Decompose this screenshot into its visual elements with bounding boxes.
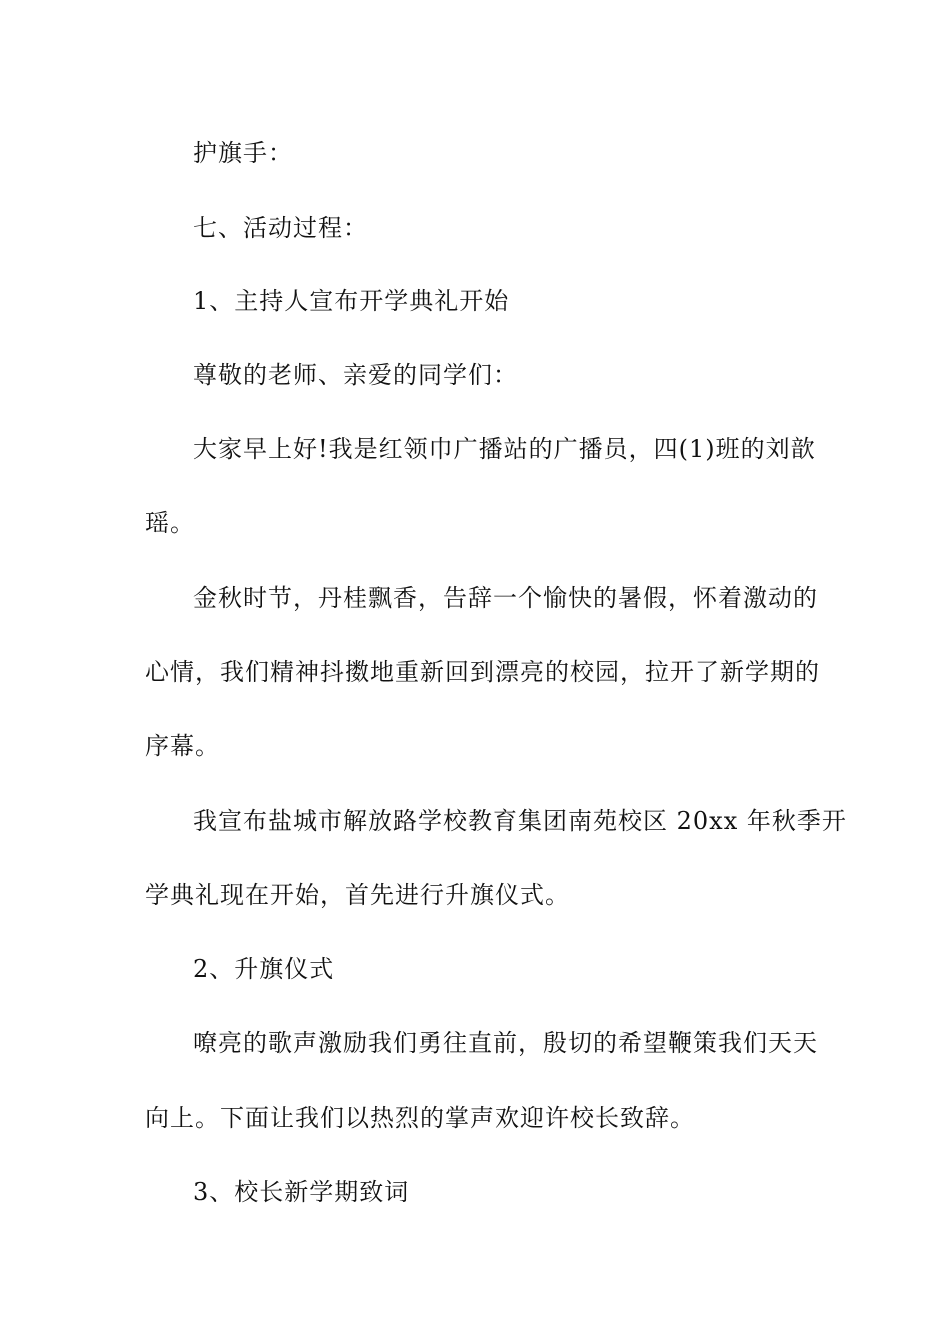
paragraph-line: 我宣布盐城市解放路学校教育集团南苑校区 20xx 年秋季开 xyxy=(193,807,847,835)
paragraph-line: 向上。下面让我们以热烈的掌声欢迎许校长致辞。 xyxy=(145,1104,695,1132)
paragraph-line: 瑶。 xyxy=(145,509,195,537)
paragraph-line: 心情，我们精神抖擞地重新回到漂亮的校园，拉开了新学期的 xyxy=(145,658,820,686)
step-heading-3: 3、校长新学期致词 xyxy=(193,1178,410,1206)
step-heading-1: 1、主持人宣布开学典礼开始 xyxy=(193,287,510,315)
paragraph-line: 大家早上好!我是红领巾广播站的广播员，四(1)班的刘歆 xyxy=(193,435,816,463)
step-heading-2: 2、升旗仪式 xyxy=(193,955,335,983)
paragraph-line: 金秋时节，丹桂飘香，告辞一个愉快的暑假，怀着激动的 xyxy=(193,584,818,612)
paragraph-line: 序幕。 xyxy=(145,732,220,760)
paragraph-line: 学典礼现在开始，首先进行升旗仪式。 xyxy=(145,881,570,909)
paragraph-line: 嘹亮的歌声激励我们勇往直前，殷切的希望鞭策我们天天 xyxy=(193,1029,818,1057)
section-heading-activity: 七、活动过程： xyxy=(193,214,368,242)
text-line-guard: 护旗手： xyxy=(193,139,293,167)
greeting-line: 尊敬的老师、亲爱的同学们： xyxy=(193,361,518,389)
